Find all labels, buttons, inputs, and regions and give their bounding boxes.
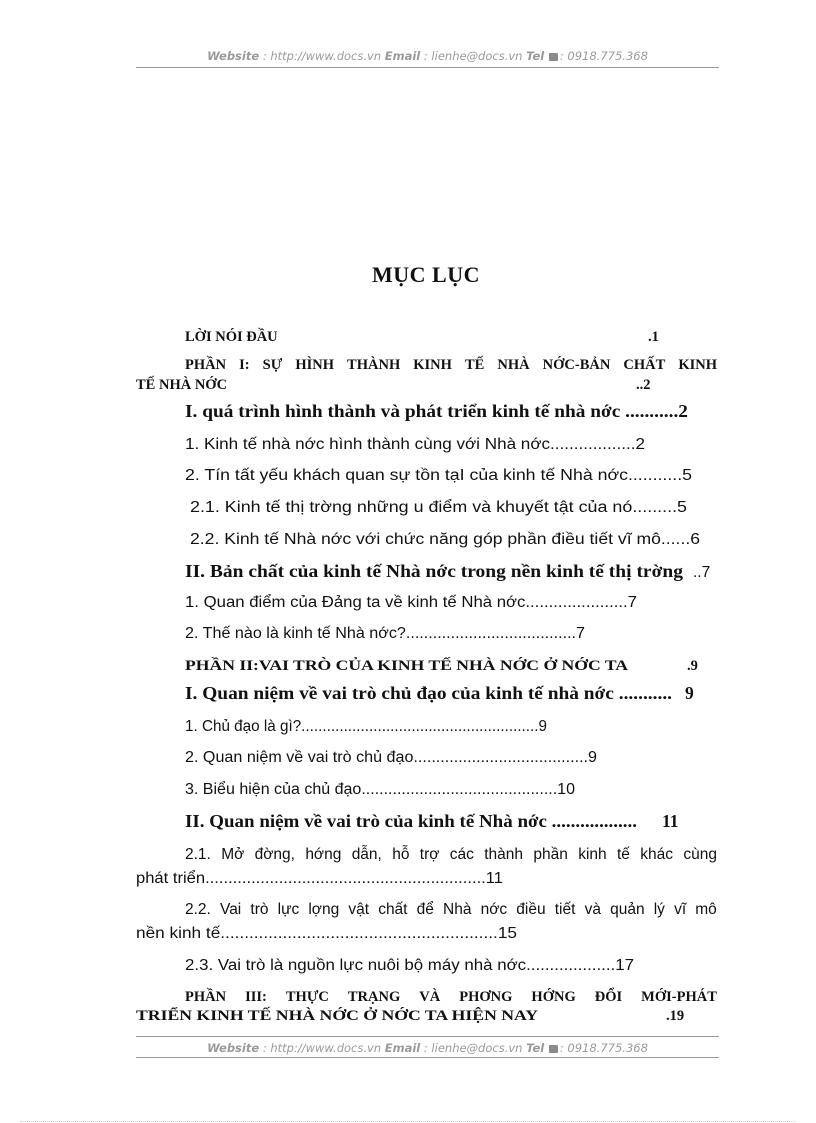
toc-entry-ii-1-1: 1. Quan điểm của Đảng ta về kinh tế Nhà nớc......................7	[185, 594, 637, 611]
header-email-value: : lienhe@docs.vn	[423, 49, 523, 63]
toc-page-i-2: 9	[685, 683, 694, 703]
footer-tel-value: : 0918.775.368	[559, 1041, 648, 1055]
footer-rule-top	[136, 1036, 719, 1037]
toc-page-phan-3: .19	[666, 1008, 685, 1024]
toc-page-ii-2: 11	[662, 811, 679, 831]
toc-entry-ii-2-2-cont: nền kinh tế..........................................................15	[136, 925, 517, 942]
toc-page-phan-2: .9	[687, 658, 698, 674]
toc-entry-phan-2: PHẦN II:VAI TRÒ CỦA KINH TẾ NHÀ NỚC Ở NỚC TA	[185, 658, 628, 674]
toc-entry-i-1: I. quá trình hình thành và phát triển kinh tế nhà nớc ...........2	[185, 401, 688, 421]
toc-entry-ii-2-1: 2.1. Mở đờng, hớng dẫn, hỗ trợ các thành phần kinh tế khác cùng	[185, 846, 717, 863]
toc-entry-bieu-hien: 3. Biểu hiện của chủ đạo............................................10	[185, 781, 575, 798]
toc-entry-2-2: 2.2. Kinh tế Nhà nớc với chức năng góp phần điều tiết vĩ mô......6	[190, 531, 700, 548]
toc-entry-phan-3: PHẦN III: THỰC TRẠNG VÀ PHƠNG HỚNG ĐỔI MỚI-PHÁT	[185, 989, 717, 1005]
toc-page-ii-1: ..7	[693, 564, 711, 581]
toc-entry-1-2: 2. Tín tất yếu khách quan sự tồn tạI của kinh tế Nhà nớc...........5	[185, 467, 692, 484]
toc-entry-loi-noi-dau: LỜI NÓI ĐẦU	[185, 329, 278, 345]
footer-tel-label: Tel	[526, 1041, 545, 1055]
toc-entry-ii-2: II. Quan niệm về vai trò của kinh tế Nhà nớc ..................	[185, 811, 637, 831]
toc-entry-phan-1: PHẦN I: SỰ HÌNH THÀNH KINH TẾ NHÀ NỚC-BẢN CHẤT KINH	[185, 357, 717, 373]
toc-page-loi-noi-dau: .1	[648, 329, 659, 345]
toc-entry-ii-2-2: 2.2. Vai trò lực lợng vật chất để Nhà nớc điều tiết và quản lý vĩ mô	[185, 901, 717, 918]
toc-entry-chu-dao: 1. Chủ đạo là gì?........................................................9	[185, 718, 547, 735]
header-rule	[136, 67, 719, 68]
telephone-icon	[549, 1045, 558, 1053]
header-email-label: Email	[384, 49, 421, 63]
telephone-icon	[549, 53, 558, 61]
toc-entry-ii-2-1-cont: phát triển.............................................................11	[136, 870, 503, 887]
toc-entry-phan-1-cont: TẾ NHÀ NỚC	[136, 377, 228, 393]
footer-email-label: Email	[384, 1041, 421, 1055]
toc-entry-2-1: 2.1. Kinh tế thị trờng những u điểm và khuyết tật của nó.........5	[190, 499, 687, 516]
toc-entry-quan-niem: 2. Quan niệm về vai trò chủ đạo.......................................9	[185, 749, 597, 766]
page-footer	[136, 1041, 719, 1055]
header-website-label: Website	[207, 49, 260, 63]
toc-entry-ii-1-2: 2. Thế nào là kinh tế Nhà nớc?......................................7	[185, 625, 585, 642]
footer-rule-bottom	[136, 1057, 719, 1058]
toc-entry-1-1: 1. Kinh tế nhà nớc hình thành cùng với Nhà nớc..................2	[185, 436, 645, 453]
toc-entry-ii-2-3: 2.3. Vai trò là nguồn lực nuôi bộ máy nhà nớc...................17	[185, 957, 634, 974]
page-header	[136, 49, 719, 63]
toc-entry-phan-3-cont: TRIỂN KINH TẾ NHÀ NỚC Ở NỚC TA HIỆN NAY	[136, 1008, 538, 1024]
page-bottom-border	[20, 1121, 796, 1122]
toc-page-phan-1: ..2	[636, 377, 651, 393]
footer-website-label: Website	[207, 1041, 260, 1055]
footer-email-value: : lienhe@docs.vn	[423, 1041, 523, 1055]
page-title: MỤC LỤC	[372, 262, 480, 287]
toc-entry-ii-1: II. Bản chất của kinh tế Nhà nớc trong nền kinh tế thị trờng	[185, 561, 683, 581]
toc-entry-i-2: I. Quan niệm về vai trò chủ đạo của kinh tế nhà nớc ...........	[185, 683, 672, 703]
header-website-url: : http://www.docs.vn	[262, 49, 382, 63]
footer-website-url: : http://www.docs.vn	[262, 1041, 382, 1055]
header-tel-value: : 0918.775.368	[559, 49, 648, 63]
header-tel-label: Tel	[526, 49, 545, 63]
